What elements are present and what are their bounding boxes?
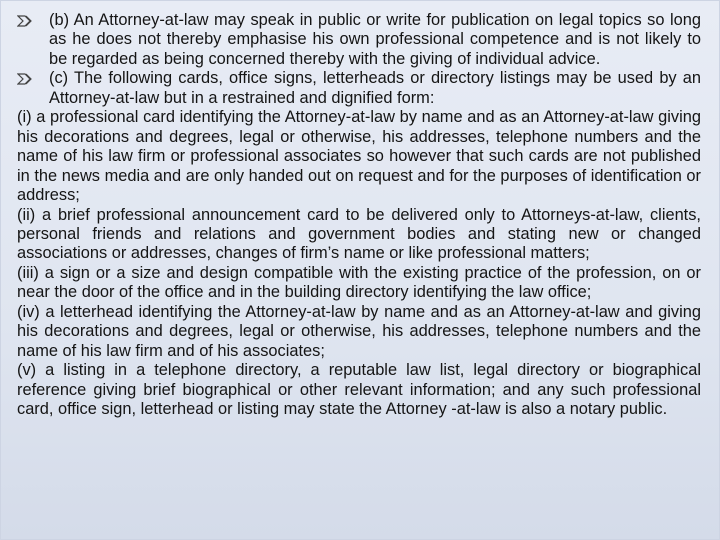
paragraph-i: (i) a professional card identifying the Attorney-at-law by name and as an Attorney-at-law giving his decorations and degrees, legal or otherwise, his addresses, telephone numbers and the name of his law firm or professional associates so however that such cards are not published in the news media and are only handed out on request and for the purposes of identification or address; [17, 108, 701, 205]
bullet-text: (b) An Attorney-at-law may speak in public or write for publication on legal topics so long as he does not thereby emphasise his own professional competence and is not likely to be regarded as being concerned thereby with the giving of individual advice. [49, 11, 701, 68]
slide-body [17, 11, 701, 420]
paragraph-iv: (iv) a letterhead identifying the Attorney-at-law by name and as an Attorney-at-law and giving his decorations and degrees, legal or otherwise, his addresses, telephone numbers and the name of his law firm and of his associates; [17, 302, 701, 360]
arrow-bullet-icon [17, 13, 37, 29]
paragraph-ii: (ii) a brief professional announcement card to be delivered only to Attorneys-at-law, clients, personal friends and relations and government bodies and stating new or changed associations or addresses, changes of firm’s name or like professional matters; [17, 205, 701, 263]
paragraph-v: (v) a listing in a telephone directory, a reputable law list, legal directory or biographical reference giving brief biographical or other relevant information; and any such professional card, office sign, letterhead or listing may state the Attorney -at-law is also a notary public. [17, 361, 701, 419]
bullet-text: (c) The following cards, office signs, letterheads or directory listings may be used by an Attorney-at-law but in a restrained and dignified form: [49, 69, 701, 107]
arrow-bullet-icon [17, 71, 37, 87]
bullet-item-b [17, 11, 701, 69]
paragraph-iii: (iii) a sign or a size and design compatible with the existing practice of the profession, on or near the door of the office and in the building directory identifying the law office; [17, 263, 701, 302]
bullet-item-c [17, 69, 701, 108]
